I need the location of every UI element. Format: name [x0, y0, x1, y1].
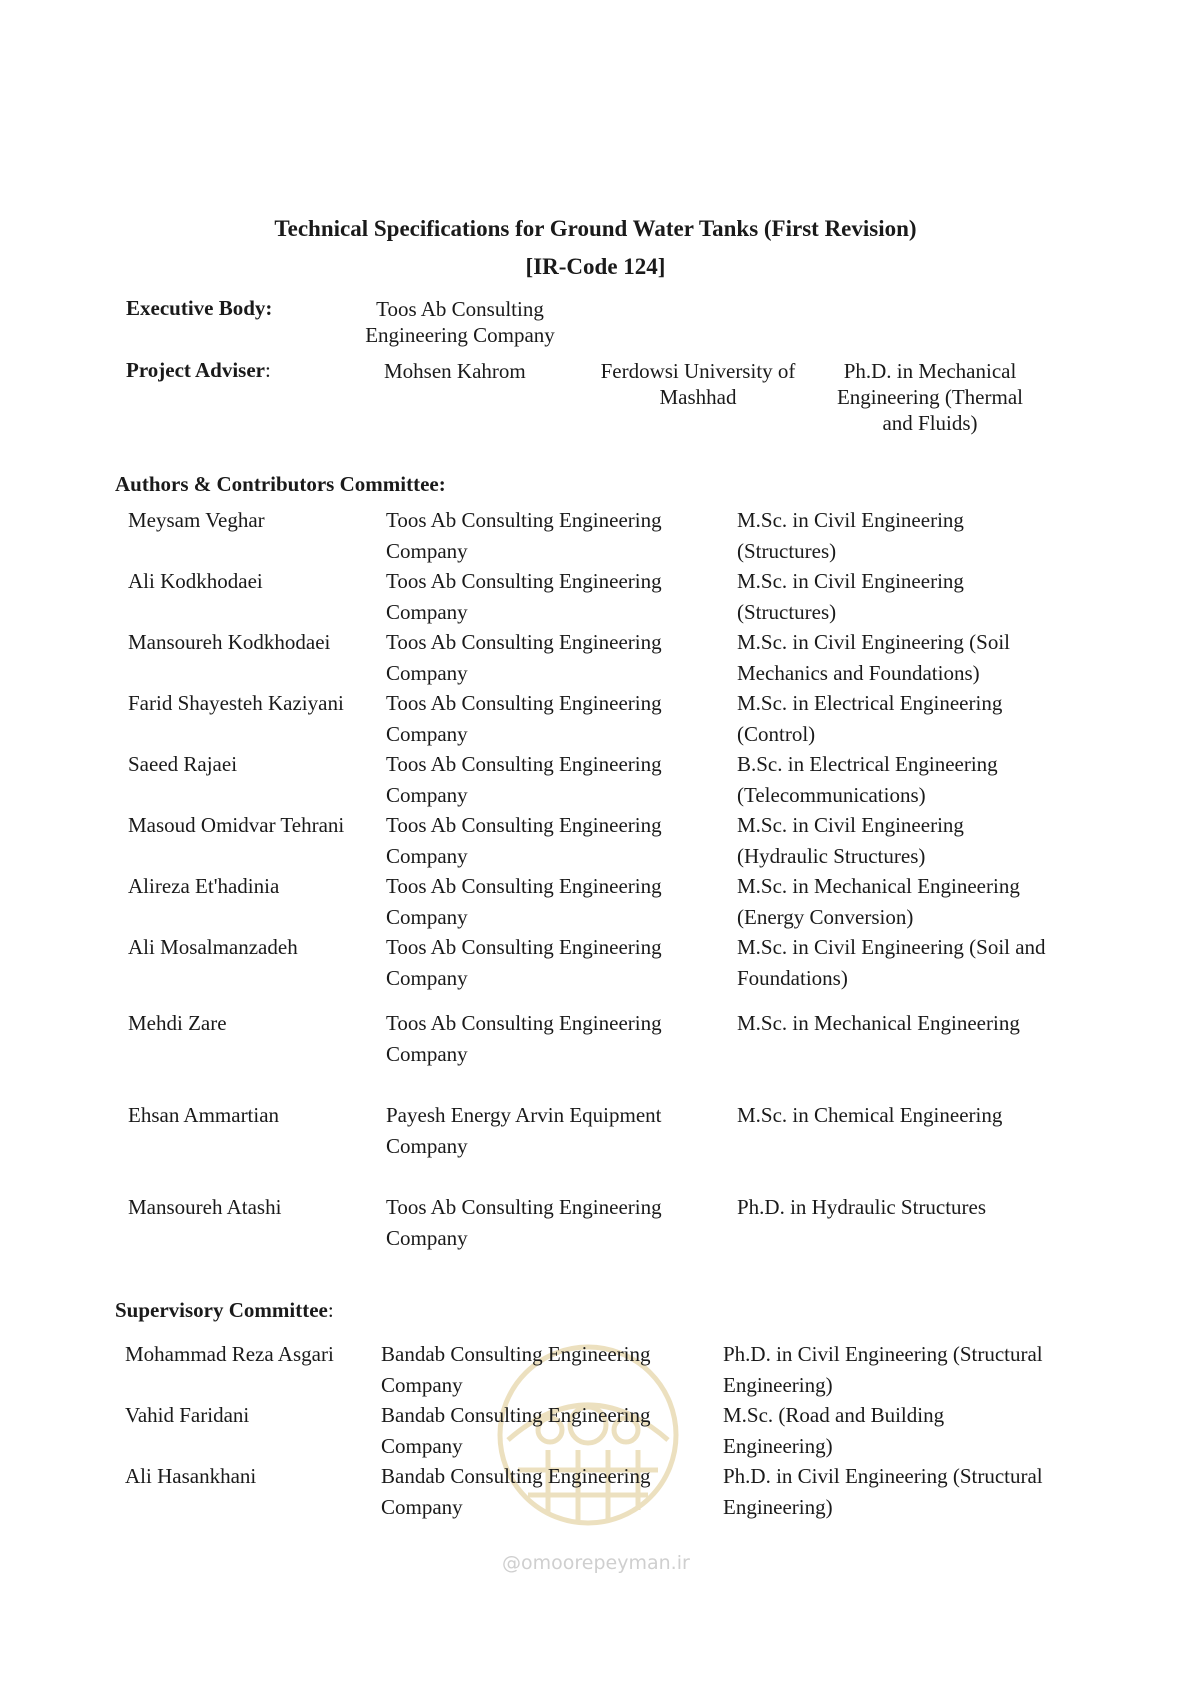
author-name: Ali Mosalmanzadeh — [128, 935, 298, 959]
executive-body-value: Toos Ab Consulting Engineering Company — [365, 297, 555, 347]
author-degree: M.Sc. in Electrical Engineering (Control) — [737, 691, 1003, 746]
supervisor-name: Vahid Faridani — [125, 1403, 250, 1427]
author-name: Farid Shayesteh Kaziyani — [128, 691, 344, 715]
supervisor-degree: Ph.D. in Civil Engineering (Structural Engineering) — [723, 1342, 1043, 1397]
author-name: Saeed Rajaei — [128, 752, 238, 776]
author-org: Toos Ab Consulting Engineering Company — [386, 874, 662, 929]
author-row — [0, 1192, 1191, 1252]
executive-body-label: Executive Body: — [126, 296, 273, 320]
author-row — [0, 627, 1191, 687]
document-code: [IR-Code 124] — [525, 254, 666, 279]
author-name: Alireza Et'hadinia — [128, 874, 280, 898]
authors-heading: Authors & Contributors Committee: — [115, 472, 446, 496]
supervisory-heading: Supervisory Committee: — [115, 1298, 334, 1322]
author-org: Toos Ab Consulting Engineering Company — [386, 691, 662, 746]
author-org: Toos Ab Consulting Engineering Company — [386, 752, 662, 807]
author-name: Ali Kodkhodaei — [128, 569, 263, 593]
author-org: Payesh Energy Arvin Equipment Company — [386, 1103, 662, 1158]
author-org: Toos Ab Consulting Engineering Company — [386, 813, 662, 868]
supervisor-org: Bandab Consulting Engineering Company — [381, 1464, 651, 1519]
author-row — [0, 871, 1191, 931]
author-org: Toos Ab Consulting Engineering Company — [386, 1195, 662, 1250]
author-degree: B.Sc. in Electrical Engineering (Telecommunications) — [737, 752, 998, 807]
document-title: Technical Specifications for Ground Water Tanks (First Revision) — [274, 216, 917, 241]
author-name: Mansoureh Kodkhodaei — [128, 630, 331, 654]
author-row — [0, 810, 1191, 870]
author-org: Toos Ab Consulting Engineering Company — [386, 1011, 662, 1066]
author-degree: M.Sc. in Civil Engineering (Soil and Foundations) — [737, 935, 1046, 990]
author-name: Ehsan Ammartian — [128, 1103, 280, 1127]
author-org: Toos Ab Consulting Engineering Company — [386, 935, 662, 990]
author-name: Mehdi Zare — [128, 1011, 227, 1035]
author-row — [0, 505, 1191, 565]
author-row — [0, 1100, 1191, 1160]
author-degree: M.Sc. in Civil Engineering (Structures) — [737, 569, 964, 624]
author-row — [0, 688, 1191, 748]
supervisor-row — [0, 1339, 1191, 1399]
supervisor-row — [0, 1400, 1191, 1460]
author-row — [0, 749, 1191, 809]
author-degree: M.Sc. in Chemical Engineering — [737, 1103, 1003, 1127]
project-adviser-label: Project Adviser: — [126, 358, 271, 382]
at-icon: @ — [502, 1552, 521, 1574]
supervisor-row — [0, 1461, 1191, 1521]
author-degree: M.Sc. in Mechanical Engineering — [737, 1011, 1020, 1035]
author-name: Mansoureh Atashi — [128, 1195, 282, 1219]
author-org: Toos Ab Consulting Engineering Company — [386, 569, 662, 624]
project-adviser-degree: Ph.D. in Mechanical Engineering (Thermal and Fluids) — [836, 359, 1023, 435]
author-name: Masoud Omidvar Tehrani — [128, 813, 345, 837]
author-org: Toos Ab Consulting Engineering Company — [386, 630, 662, 685]
author-degree: M.Sc. in Civil Engineering (Soil Mechanics and Foundations) — [737, 630, 1010, 685]
author-degree: M.Sc. in Mechanical Engineering (Energy Conversion) — [737, 874, 1020, 929]
supervisor-degree: Ph.D. in Civil Engineering (Structural Engineering) — [723, 1464, 1043, 1519]
author-name: Meysam Veghar — [128, 508, 265, 532]
author-row — [0, 1008, 1191, 1068]
supervisor-org: Bandab Consulting Engineering Company — [381, 1342, 651, 1397]
watermark-site: @omoorepeyman.ir — [502, 1552, 690, 1574]
author-degree: M.Sc. in Civil Engineering (Hydraulic Structures) — [737, 813, 964, 868]
author-row — [0, 932, 1191, 992]
supervisor-name: Ali Hasankhani — [125, 1464, 257, 1488]
supervisor-degree: M.Sc. (Road and Building Engineering) — [723, 1403, 945, 1458]
project-adviser-university: Ferdowsi University of Mashhad — [600, 359, 796, 409]
supervisor-name: Mohammad Reza Asgari — [125, 1342, 334, 1366]
author-org: Toos Ab Consulting Engineering Company — [386, 508, 662, 563]
project-adviser-name: Mohsen Kahrom — [384, 359, 526, 383]
author-degree: M.Sc. in Civil Engineering (Structures) — [737, 508, 964, 563]
author-degree: Ph.D. in Hydraulic Structures — [737, 1195, 987, 1219]
supervisor-org: Bandab Consulting Engineering Company — [381, 1403, 651, 1458]
author-row — [0, 566, 1191, 626]
